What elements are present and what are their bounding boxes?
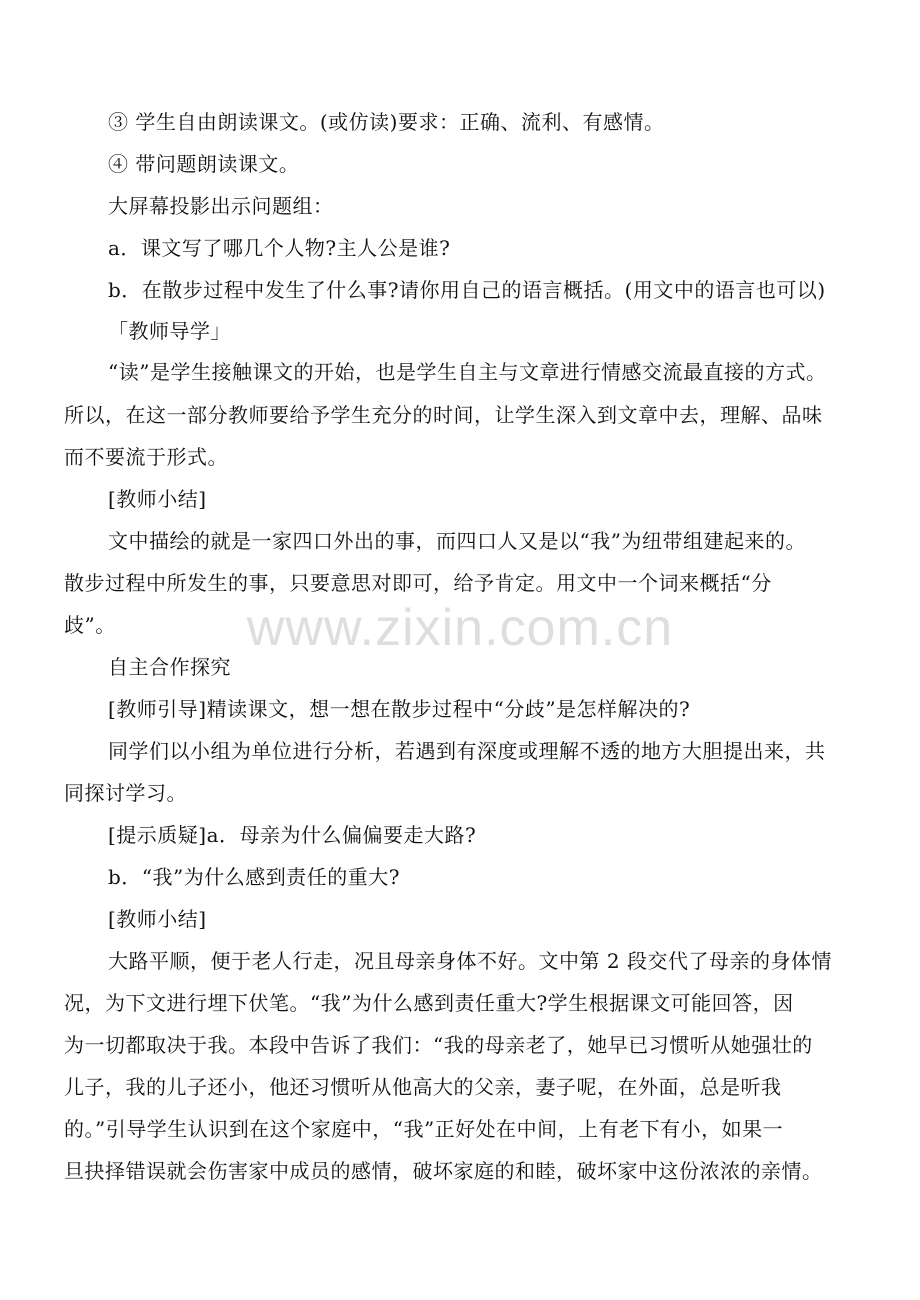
text-line: 歧”。 — [64, 613, 116, 637]
text-line: 况，为下文进行埋下伏笔。“我”为什么感到责任重大?学生根据课文可能回答，因 — [64, 991, 794, 1015]
text-line: 为一切都取决于我。本段中告诉了我们：“我的母亲老了，她早已习惯听从她强壮的 — [64, 1033, 813, 1057]
text-line: 同学们以小组为单位进行分析，若遇到有深度或理解不透的地方大胆提出来，共 — [108, 739, 826, 763]
section-heading: [教师小结] — [108, 907, 207, 931]
text-line: “读”是学生接触课文的开始，也是学生自主与文章进行情感交流最直接的方式。 — [108, 360, 827, 384]
text-line: 文中描绘的就是一家四口外出的事，而四口人又是以“我”为纽带组建起来的。 — [108, 529, 806, 553]
text-line: 儿子，我的儿子还小，他还习惯听从他高大的父亲，妻子呢，在外面，总是听我 — [64, 1075, 782, 1099]
text-line: 散步过程中所发生的事，只要意思对即可，给予肯定。用文中一个词来概括“分 — [64, 571, 772, 595]
section-heading: [教师小结] — [108, 487, 207, 511]
text-line: 所以，在这一部分教师要给予学生充分的时间，让学生深入到文章中去，理解、品味 — [64, 403, 823, 427]
text-line: a．课文写了哪几个人物?主人公是谁? — [108, 236, 451, 260]
text-line: 而不要流于形式。 — [64, 445, 228, 469]
text-line: 的。”引导学生认识到在这个家庭中，“我”正好处在中间，上有老下有小，如果一 — [64, 1117, 784, 1141]
text-line: 大屏幕投影出示问题组： — [108, 194, 334, 218]
text-line: b．“我”为什么感到责任的重大? — [108, 865, 400, 889]
watermark: www.zixin.com.cn — [246, 599, 674, 657]
text-line: 大路平顺，便于老人行走，况且母亲身体不好。文中第 2 段交代了母亲的身体情 — [108, 949, 832, 973]
text-line: ④ 带问题朗读课文。 — [108, 152, 300, 176]
text-line: ③ 学生自由朗读课文。(或仿读)要求：正确、流利、有感情。 — [108, 110, 665, 134]
text-line: [提示质疑]a．母亲为什么偏偏要走大路? — [108, 823, 477, 847]
section-heading: 自主合作探究 — [108, 655, 231, 679]
text-line: 同探讨学习。 — [64, 781, 187, 805]
text-line: [教师引导]精读课文，想一想在散步过程中“分歧”是怎样解决的? — [108, 697, 691, 721]
section-heading: 「教师导学」 — [108, 319, 231, 343]
text-line: 旦抉择错误就会伤害家中成员的感情，破坏家庭的和睦，破坏家中这份浓浓的亲情。 — [64, 1159, 823, 1183]
text-line: b．在散步过程中发生了什么事?请你用自己的语言概括。(用文中的语言也可以) — [108, 278, 826, 302]
